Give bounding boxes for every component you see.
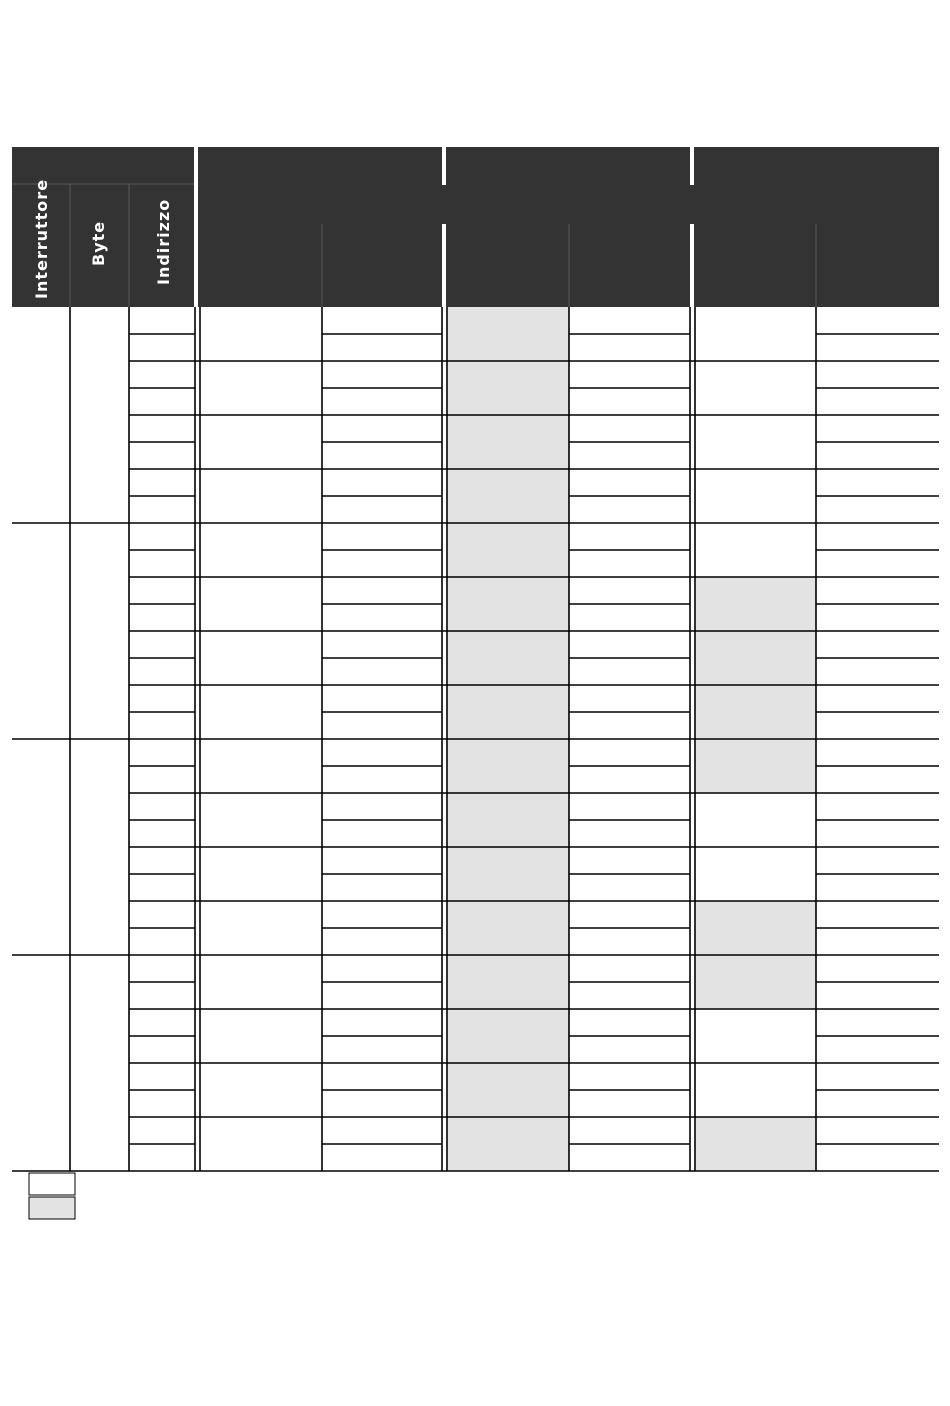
shaded-cell (448, 415, 569, 469)
shaded-cell (448, 523, 569, 577)
header-divider-right-bottom (690, 224, 694, 307)
legend-shaded (29, 1197, 75, 1219)
shaded-cell (448, 631, 569, 685)
shaded-cell (696, 901, 816, 955)
shaded-cell (448, 1117, 569, 1171)
header-band (12, 147, 939, 307)
shaded-cell (448, 577, 569, 631)
shaded-cell (448, 307, 569, 361)
shaded-cell (448, 739, 569, 793)
header-divider-mid-bottom (442, 224, 446, 307)
shaded-cell (696, 955, 816, 1009)
header-divider-mid-top (442, 147, 446, 185)
shaded-cell (448, 469, 569, 523)
shaded-cell (448, 1063, 569, 1117)
shaded-cell (448, 901, 569, 955)
byte-header: Byte (89, 220, 108, 266)
shaded-cell (448, 361, 569, 415)
shaded-cell (696, 1117, 816, 1171)
shaded-cell (696, 631, 816, 685)
header-divider-left (194, 147, 198, 307)
interruttore-header: Interruttore (32, 178, 51, 299)
shaded-cell (696, 739, 816, 793)
shaded-cell (448, 955, 569, 1009)
shaded-cell (448, 793, 569, 847)
legend-unshaded (29, 1173, 75, 1195)
shaded-cell (696, 685, 816, 739)
shaded-cell (448, 1009, 569, 1063)
header-divider-right-top (690, 147, 694, 185)
indirizzo-header: Indirizzo (154, 198, 173, 285)
shaded-cell (696, 577, 816, 631)
shaded-cell (448, 847, 569, 901)
shaded-cell (448, 685, 569, 739)
